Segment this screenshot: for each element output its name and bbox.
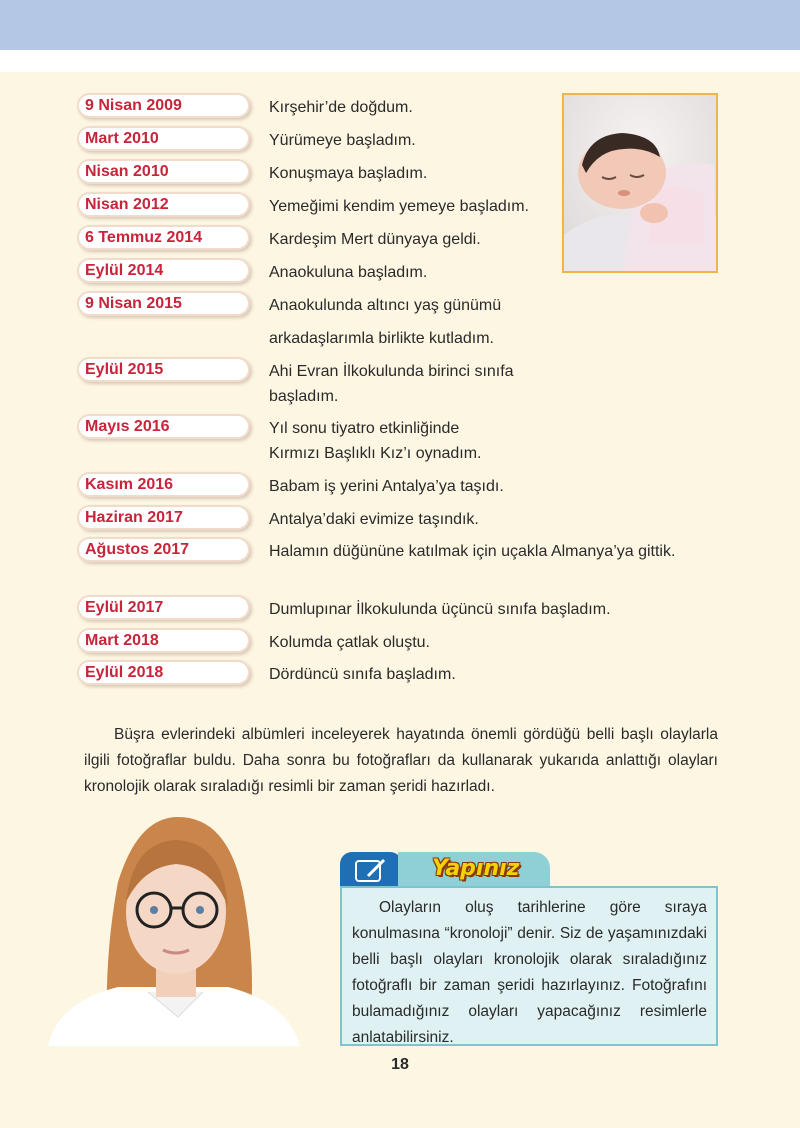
girl-photo (48, 812, 300, 1046)
timeline-event: Yemeğimi kendim yemeye başladım. (269, 198, 529, 215)
timeline-event: Konuşmaya başladım. (269, 165, 428, 182)
girl-illustration (48, 812, 300, 1046)
timeline-event: Halamın düğününe katılmak için uçakla Almanya’ya gittik. (269, 543, 676, 560)
timeline-event: Ahi Evran İlkokulunda birinci sınıfa başladım. (269, 363, 514, 405)
timeline-date: Eylül 2015 (77, 357, 250, 382)
page-number: 18 (391, 1056, 409, 1073)
timeline-event: Kırşehir’de doğdum. (269, 99, 413, 116)
timeline-date: 9 Nisan 2015 (77, 291, 250, 316)
timeline-date: Mart 2010 (77, 126, 250, 151)
baby-photo (562, 93, 718, 273)
timeline-date: Nisan 2012 (77, 192, 250, 217)
header-divider (0, 50, 800, 72)
timeline-date: 6 Temmuz 2014 (77, 225, 250, 250)
timeline-event: Kolumda çatlak oluştu. (269, 634, 430, 651)
timeline-date: 9 Nisan 2009 (77, 93, 250, 118)
timeline-event: Dördüncü sınıfa başladım. (269, 666, 456, 683)
timeline-date: Ağustos 2017 (77, 537, 250, 562)
timeline-date: Eylül 2017 (77, 595, 250, 620)
timeline-date: Mart 2018 (77, 628, 250, 653)
baby-illustration (564, 95, 716, 271)
timeline-event: Yıl sonu tiyatro etkinliğinde Kırmızı Başlıklı Kız’ı oynadım. (269, 420, 482, 462)
timeline-event: Anaokuluna başladım. (269, 264, 428, 281)
activity-title: Yapınız (432, 856, 520, 881)
pencil-note-icon (340, 852, 402, 888)
header-band (0, 0, 800, 50)
timeline-event: Babam iş yerini Antalya’ya taşıdı. (269, 478, 504, 495)
timeline-date: Nisan 2010 (77, 159, 250, 184)
timeline-date: Kasım 2016 (77, 472, 250, 497)
intro-paragraph: Büşra evlerindeki albümleri inceleyerek hayatında önemli gördüğü belli başlı olaylarla ilgili fotoğraflar buldu. Daha sonra bu fotoğrafları da kullanarak yukarıda anlattığı olayları kronolojik olarak sıraladığı resimli bir zaman şeridi hazırladı. (84, 726, 718, 795)
activity-tab-icon-bg (340, 852, 402, 888)
activity-text: Olayların oluş tarihlerine göre sıraya konulmasına “kronoloji” denir. Siz de yaşamınızdaki belli başlı olayları kronolojik olarak sıraladığınız fotoğraflı bir zaman şeridi hazırlayınız. Fotoğrafını bulamadığınız olayları yapacağınız resimlerle anlatabilirsiniz. (352, 899, 707, 1046)
timeline-event: Anaokulunda altıncı yaş günümü arkadaşlarımla birlikte kutladım. (269, 297, 502, 347)
timeline-date: Eylül 2014 (77, 258, 250, 283)
timeline-date: Haziran 2017 (77, 505, 250, 530)
timeline-date: Eylül 2018 (77, 660, 250, 685)
timeline-event: Antalya’daki evimize taşındık. (269, 511, 479, 528)
timeline-event: Dumlupınar İlkokulunda üçüncü sınıfa başladım. (269, 601, 611, 618)
timeline-event: Kardeşim Mert dünyaya geldi. (269, 231, 481, 248)
timeline-date: Mayıs 2016 (77, 414, 250, 439)
timeline-event: Yürümeye başladım. (269, 132, 416, 149)
